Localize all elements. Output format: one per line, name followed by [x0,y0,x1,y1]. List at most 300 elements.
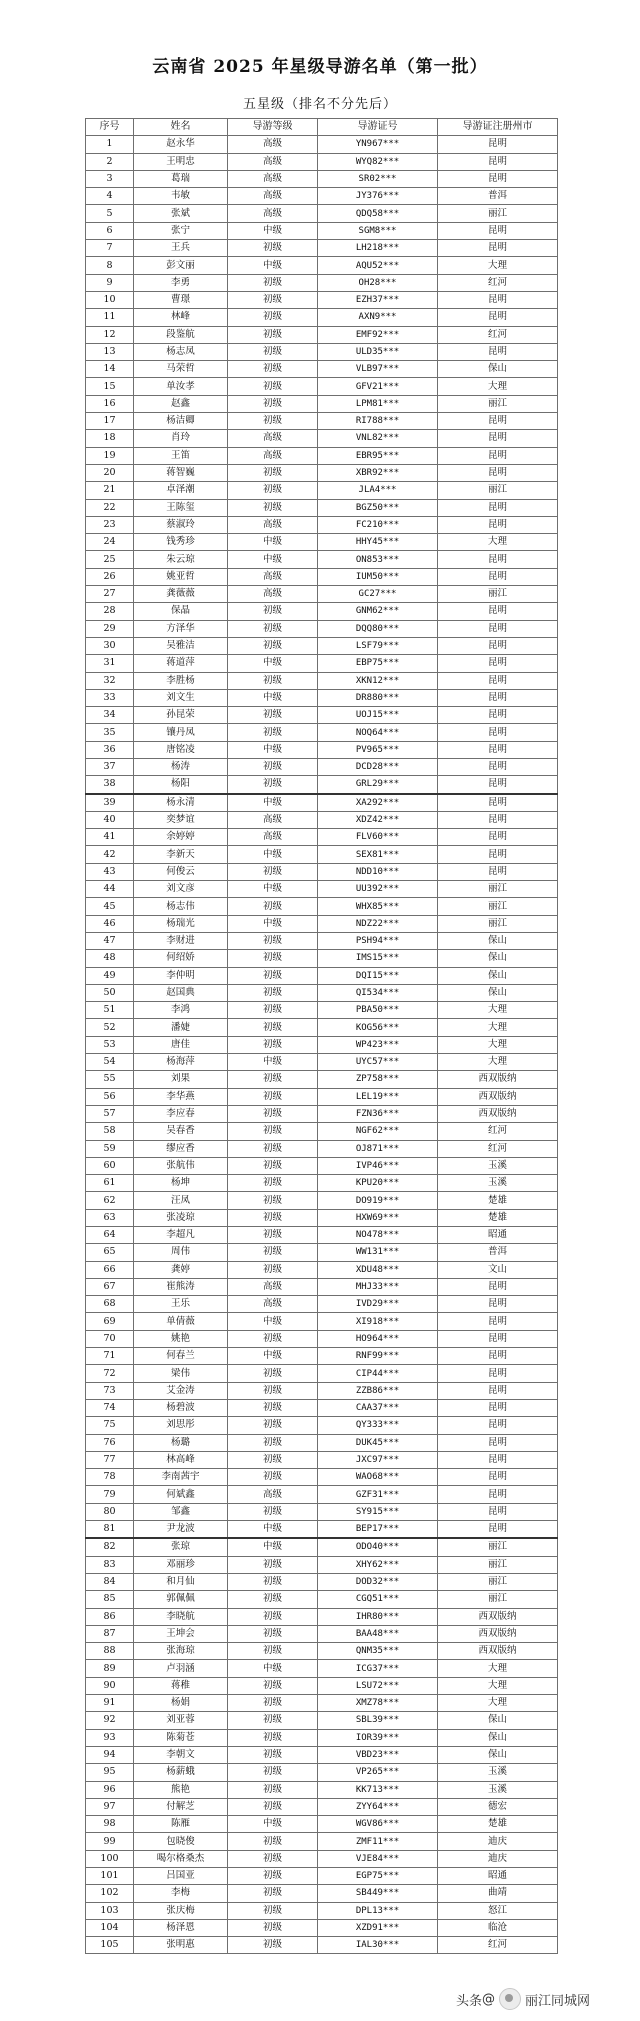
cell-index: 48 [86,950,134,967]
cell-license: CGQ51*** [318,1591,438,1608]
cell-level: 高级 [228,170,318,187]
header-index: 序号 [86,119,134,136]
cell-license: QI534*** [318,984,438,1001]
cell-level: 初级 [228,1417,318,1434]
cell-level: 初级 [228,603,318,620]
table-row [86,447,558,464]
cell-license: DQQ80*** [318,620,438,637]
cell-name: 杨碧波 [134,1399,228,1416]
cell-city: 曲靖 [438,1885,558,1902]
table-row [86,1885,558,1902]
cell-city: 临沧 [438,1919,558,1936]
cell-city: 昆明 [438,655,558,672]
cell-license: VLB97*** [318,361,438,378]
cell-city: 丽江 [438,205,558,222]
cell-license: ULD35*** [318,343,438,360]
cell-name: 杨志伟 [134,898,228,915]
cell-index: 82 [86,1538,134,1556]
table-row [86,863,558,880]
table-row [86,1365,558,1382]
header-license: 导游证号 [318,119,438,136]
cell-city: 大理 [438,1002,558,1019]
cell-index: 96 [86,1781,134,1798]
cell-city: 昆明 [438,170,558,187]
cell-level: 初级 [228,343,318,360]
cell-city: 昆明 [438,413,558,430]
table-row [86,1348,558,1365]
watermark [456,1986,632,2012]
cell-city: 丽江 [438,586,558,603]
cell-license: NDD10*** [318,863,438,880]
cell-name: 钱秀珍 [134,534,228,551]
cell-city: 昆明 [438,846,558,863]
cell-level: 初级 [228,1591,318,1608]
cell-license: HO964*** [318,1330,438,1347]
cell-city: 昆明 [438,1365,558,1382]
table-row [86,1296,558,1313]
cell-level: 高级 [228,811,318,828]
table-row [86,1486,558,1503]
cell-license: CIP44*** [318,1365,438,1382]
cell-license: RNF99*** [318,1348,438,1365]
cell-city: 大理 [438,1677,558,1694]
cell-index: 61 [86,1175,134,1192]
table-row [86,881,558,898]
table-row [86,188,558,205]
cell-level: 中级 [228,1816,318,1833]
cell-index: 4 [86,188,134,205]
cell-license: SB449*** [318,1885,438,1902]
cell-city: 昆明 [438,1278,558,1295]
cell-city: 大理 [438,378,558,395]
cell-city: 丽江 [438,1538,558,1556]
cell-city: 昆明 [438,1348,558,1365]
table-row [86,482,558,499]
cell-level: 初级 [228,1712,318,1729]
cell-name: 何春兰 [134,1348,228,1365]
table-row [86,1764,558,1781]
cell-level: 初级 [228,1330,318,1347]
cell-level: 初级 [228,326,318,343]
cell-city: 楚雄 [438,1192,558,1209]
table-row [86,1417,558,1434]
cell-city: 昆明 [438,447,558,464]
cell-level: 初级 [228,707,318,724]
cell-city: 大理 [438,534,558,551]
cell-license: XZD91*** [318,1919,438,1936]
cell-index: 105 [86,1937,134,1954]
cell-index: 60 [86,1157,134,1174]
cell-city: 红河 [438,1937,558,1954]
table-row [86,689,558,706]
cell-license: OJ871*** [318,1140,438,1157]
cell-name: 何俊云 [134,863,228,880]
cell-name: 何斌鑫 [134,1486,228,1503]
cell-level: 中级 [228,846,318,863]
table-row [86,1244,558,1261]
cell-level: 初级 [228,620,318,637]
table-row [86,1503,558,1520]
cell-name: 刘亚蓉 [134,1712,228,1729]
cell-city: 昆明 [438,240,558,257]
cell-index: 92 [86,1712,134,1729]
cell-name: 李朝文 [134,1746,228,1763]
cell-license: FC210*** [318,516,438,533]
cell-level: 高级 [228,136,318,153]
cell-name: 曹璟 [134,291,228,308]
table-row [86,240,558,257]
table-row [86,1695,558,1712]
cell-level: 初级 [228,464,318,481]
table-row [86,516,558,533]
cell-index: 67 [86,1278,134,1295]
cell-city: 昆明 [438,1382,558,1399]
table-row [86,1140,558,1157]
table-row [86,603,558,620]
cell-index: 22 [86,499,134,516]
cell-license: GRL29*** [318,776,438,794]
cell-name: 缪应香 [134,1140,228,1157]
cell-license: WW131*** [318,1244,438,1261]
cell-index: 46 [86,915,134,932]
cell-level: 高级 [228,153,318,170]
cell-level: 初级 [228,932,318,949]
table-row [86,1625,558,1642]
cell-license: JY376*** [318,188,438,205]
table-row [86,1209,558,1226]
cell-index: 38 [86,776,134,794]
table-row [86,637,558,654]
table-row [86,1036,558,1053]
table-row [86,1712,558,1729]
table-row [86,724,558,741]
cell-index: 47 [86,932,134,949]
cell-index: 73 [86,1382,134,1399]
table-row [86,1399,558,1416]
cell-index: 68 [86,1296,134,1313]
cell-license: JXC97*** [318,1451,438,1468]
cell-name: 奕梦谊 [134,811,228,828]
cell-city: 昆明 [438,863,558,880]
cell-name: 王笛 [134,447,228,464]
cell-license: ZMF11*** [318,1833,438,1850]
cell-name: 吕国亚 [134,1867,228,1884]
cell-license: AXN9*** [318,309,438,326]
page-subtitle: 五星级（排名不分先后） [242,97,397,112]
cell-city: 昆明 [438,1486,558,1503]
cell-city: 大理 [438,257,558,274]
cell-index: 101 [86,1867,134,1884]
cell-index: 50 [86,984,134,1001]
cell-name: 龚薇薇 [134,586,228,603]
cell-license: SR02*** [318,170,438,187]
cell-city: 昆明 [438,291,558,308]
cell-index: 24 [86,534,134,551]
table-row [86,758,558,775]
table-row [86,707,558,724]
cell-license: SGM8*** [318,222,438,239]
cell-index: 44 [86,881,134,898]
cell-index: 8 [86,257,134,274]
cell-index: 56 [86,1088,134,1105]
cell-level: 中级 [228,1054,318,1071]
cell-name: 张琼 [134,1538,228,1556]
cell-index: 52 [86,1019,134,1036]
cell-license: KK713*** [318,1781,438,1798]
cell-city: 昆明 [438,1296,558,1313]
cell-index: 70 [86,1330,134,1347]
cell-name: 张斌 [134,205,228,222]
cell-city: 昆明 [438,776,558,794]
cell-index: 36 [86,741,134,758]
cell-index: 43 [86,863,134,880]
cell-name: 王坤会 [134,1625,228,1642]
cell-name: 彭文丽 [134,257,228,274]
cell-index: 30 [86,637,134,654]
cell-license: IAL30*** [318,1937,438,1954]
cell-name: 王明忠 [134,153,228,170]
table-row [86,1175,558,1192]
cell-index: 83 [86,1556,134,1573]
cell-index: 35 [86,724,134,741]
table-row [86,136,558,153]
cell-license: IVP46*** [318,1157,438,1174]
cell-city: 昆明 [438,811,558,828]
cell-city: 昆明 [438,637,558,654]
watermark-prefix: 头条 [456,1993,483,2009]
table-row [86,499,558,516]
cell-license: SBL39*** [318,1712,438,1729]
cell-license: XA292*** [318,794,438,812]
cell-city: 玉溪 [438,1175,558,1192]
cell-license: DR880*** [318,689,438,706]
cell-license: VP265*** [318,1764,438,1781]
cell-level: 初级 [228,274,318,291]
table-row [86,1591,558,1608]
cell-license: ODO40*** [318,1538,438,1556]
cell-city: 保山 [438,361,558,378]
cell-license: DCD28*** [318,758,438,775]
cell-index: 90 [86,1677,134,1694]
cell-level: 初级 [228,1746,318,1763]
cell-name: 李新天 [134,846,228,863]
cell-level: 初级 [228,482,318,499]
cell-city: 怒江 [438,1902,558,1919]
table-body [86,136,558,1954]
cell-license: PSH94*** [318,932,438,949]
cell-city: 普洱 [438,188,558,205]
cell-license: OH28*** [318,274,438,291]
table-row [86,326,558,343]
table-row [86,1469,558,1486]
cell-name: 杨泽恩 [134,1919,228,1936]
table-row [86,898,558,915]
cell-name: 付解芝 [134,1798,228,1815]
cell-name: 杨志凤 [134,343,228,360]
cell-level: 初级 [228,309,318,326]
cell-license: BEP17*** [318,1521,438,1539]
cell-level: 中级 [228,551,318,568]
watermark-at: @ [482,1991,496,2007]
cell-name: 卢羽涵 [134,1660,228,1677]
cell-city: 昆明 [438,1313,558,1330]
table-header-row [86,119,558,136]
cell-index: 95 [86,1764,134,1781]
cell-license: CAA37*** [318,1399,438,1416]
table-row [86,1382,558,1399]
cell-level: 中级 [228,257,318,274]
cell-name: 张航伟 [134,1157,228,1174]
cell-city: 昆明 [438,499,558,516]
cell-city: 红河 [438,1140,558,1157]
cell-city: 玉溪 [438,1781,558,1798]
cell-level: 初级 [228,1503,318,1520]
cell-name: 杨洁卿 [134,413,228,430]
table-row [86,1833,558,1850]
cell-city: 普洱 [438,1244,558,1261]
cell-license: QDQ58*** [318,205,438,222]
cell-name: 邹鑫 [134,1503,228,1520]
cell-license: AQU52*** [318,257,438,274]
table-row [86,395,558,412]
table-row [86,1816,558,1833]
table-row [86,309,558,326]
cell-level: 中级 [228,655,318,672]
cell-name: 单倩薇 [134,1313,228,1330]
cell-index: 6 [86,222,134,239]
table-row [86,1054,558,1071]
table-row [86,343,558,360]
cell-license: BGZ50*** [318,499,438,516]
cell-license: DUK45*** [318,1434,438,1451]
cell-level: 初级 [228,1019,318,1036]
table-row [86,967,558,984]
table-row [86,1677,558,1694]
cell-city: 大理 [438,1695,558,1712]
cell-level: 初级 [228,1261,318,1278]
cell-level: 初级 [228,413,318,430]
table-row [86,1660,558,1677]
cell-city: 迪庆 [438,1833,558,1850]
cell-license: IVD29*** [318,1296,438,1313]
cell-name: 赵永华 [134,136,228,153]
cell-index: 53 [86,1036,134,1053]
cell-name: 李南茜宇 [134,1469,228,1486]
cell-license: XBR92*** [318,464,438,481]
cell-city: 昆明 [438,222,558,239]
cell-license: KOG56*** [318,1019,438,1036]
cell-city: 丽江 [438,395,558,412]
cell-level: 初级 [228,499,318,516]
cell-level: 初级 [228,776,318,794]
cell-city: 西双版纳 [438,1608,558,1625]
cell-license: UU392*** [318,881,438,898]
cell-city: 昆明 [438,309,558,326]
table-row [86,1313,558,1330]
cell-level: 初级 [228,1157,318,1174]
table-row [86,430,558,447]
cell-index: 2 [86,153,134,170]
cell-name: 韦敏 [134,188,228,205]
cell-license: PV965*** [318,741,438,758]
cell-license: KPU20*** [318,1175,438,1192]
table-row [86,1451,558,1468]
table-row [86,257,558,274]
cell-index: 11 [86,309,134,326]
cell-license: HHY45*** [318,534,438,551]
table-row [86,741,558,758]
cell-index: 77 [86,1451,134,1468]
cell-license: UYC57*** [318,1054,438,1071]
cell-level: 初级 [228,1209,318,1226]
cell-license: ICG37*** [318,1660,438,1677]
cell-index: 97 [86,1798,134,1815]
cell-license: SEX81*** [318,846,438,863]
cell-license: UOJ15*** [318,707,438,724]
cell-city: 大理 [438,1036,558,1053]
table-row [86,1919,558,1936]
cell-level: 初级 [228,1451,318,1468]
cell-level: 高级 [228,568,318,585]
cell-name: 周伟 [134,1244,228,1261]
cell-level: 初级 [228,1608,318,1625]
cell-name: 张海琼 [134,1643,228,1660]
cell-name: 余婷婷 [134,829,228,846]
cell-name: 姚亚哲 [134,568,228,585]
table-row [86,586,558,603]
cell-level: 中级 [228,741,318,758]
cell-index: 102 [86,1885,134,1902]
cell-license: NOQ64*** [318,724,438,741]
cell-city: 保山 [438,1712,558,1729]
cell-index: 59 [86,1140,134,1157]
cell-name: 孙昆荣 [134,707,228,724]
cell-index: 85 [86,1591,134,1608]
cell-city: 大理 [438,1019,558,1036]
cell-license: ZP758*** [318,1071,438,1088]
cell-index: 31 [86,655,134,672]
cell-city: 昆明 [438,689,558,706]
cell-index: 45 [86,898,134,915]
cell-index: 9 [86,274,134,291]
cell-name: 陈雁 [134,1816,228,1833]
cell-index: 18 [86,430,134,447]
table-row [86,1781,558,1798]
cell-name: 李应春 [134,1105,228,1122]
cell-level: 中级 [228,1313,318,1330]
cell-license: GFV21*** [318,378,438,395]
table-row [86,1157,558,1174]
cell-index: 57 [86,1105,134,1122]
table-row [86,1643,558,1660]
table-row [86,1538,558,1556]
cell-name: 杨薪蛾 [134,1764,228,1781]
cell-level: 初级 [228,1764,318,1781]
cell-name: 郭佩佩 [134,1591,228,1608]
cell-city: 大理 [438,1660,558,1677]
cell-name: 李梅 [134,1885,228,1902]
table-row [86,932,558,949]
cell-index: 3 [86,170,134,187]
cell-name: 何绍娇 [134,950,228,967]
cell-name: 邓丽珍 [134,1556,228,1573]
cell-index: 93 [86,1729,134,1746]
table-row [86,291,558,308]
cell-index: 79 [86,1486,134,1503]
cell-name: 汪凤 [134,1192,228,1209]
table-row [86,915,558,932]
watermark-logo-icon [499,1988,521,2010]
